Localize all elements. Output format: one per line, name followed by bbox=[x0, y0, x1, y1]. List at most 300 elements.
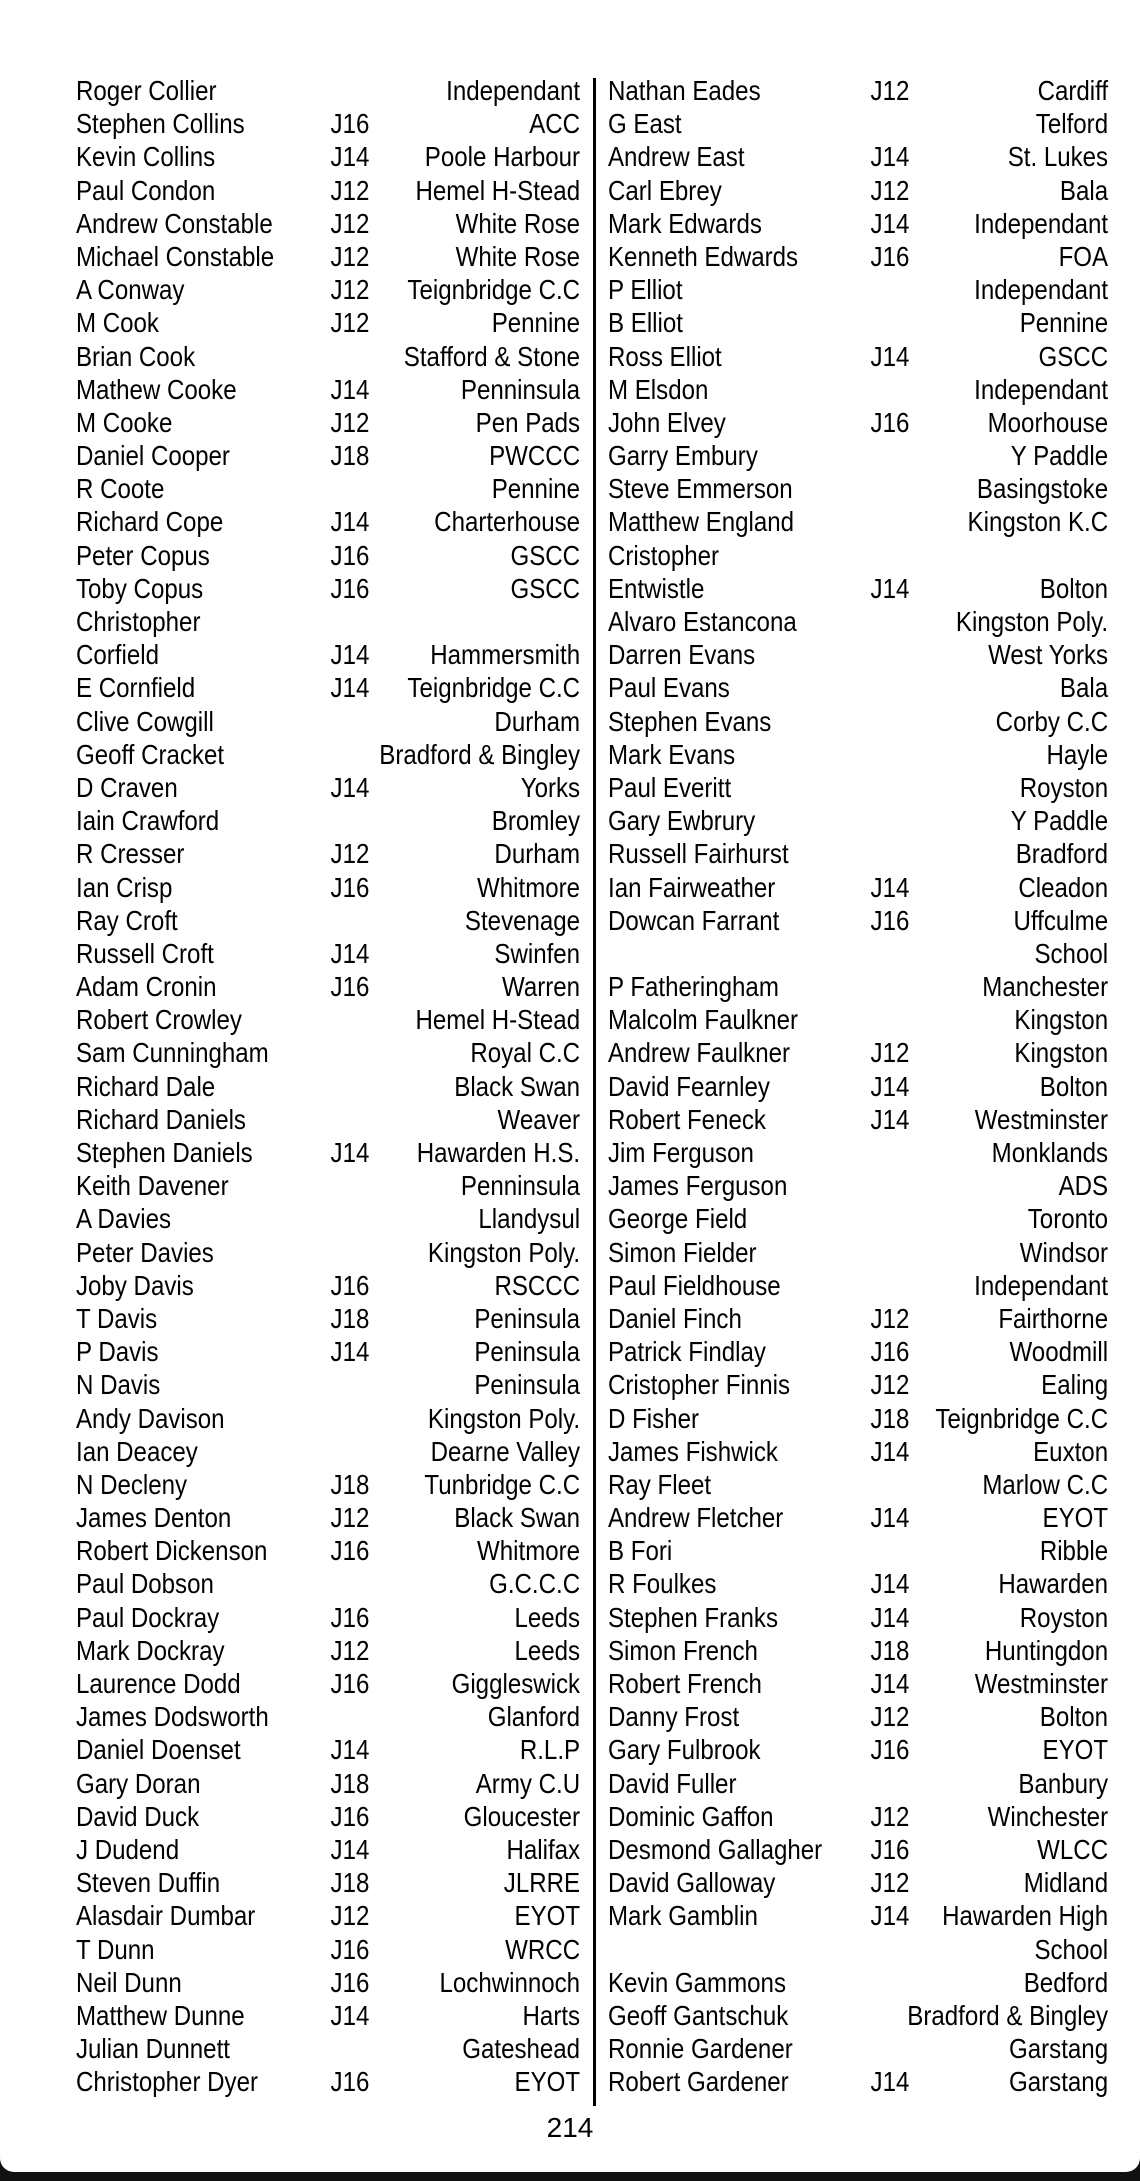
entry-name: David Fuller bbox=[608, 1767, 737, 1799]
entry-name: M Cooke bbox=[76, 406, 173, 438]
entry-name: Stephen Collins bbox=[76, 108, 245, 140]
entry-class: J16 bbox=[330, 1535, 370, 1567]
entry-row bbox=[608, 1899, 1108, 1932]
entry-row bbox=[608, 2032, 1108, 2065]
entry-club: Pennine bbox=[491, 473, 581, 505]
right-column bbox=[608, 74, 1108, 2098]
entry-name: Brian Cook bbox=[76, 340, 196, 372]
entry-name: Mark Evans bbox=[608, 738, 736, 770]
entry-row bbox=[608, 1202, 1108, 1235]
entry-class: J16 bbox=[870, 1833, 910, 1865]
entry-name: David Fearnley bbox=[608, 1070, 770, 1102]
entry-name: Steven Duffin bbox=[76, 1867, 221, 1899]
entry-row bbox=[76, 539, 580, 572]
entry-name: T Dunn bbox=[76, 1933, 155, 1965]
entry-row bbox=[76, 1667, 580, 1700]
entry-row bbox=[76, 1700, 580, 1733]
entry-row bbox=[608, 505, 1108, 538]
entry-row bbox=[608, 340, 1108, 373]
entry-row bbox=[608, 74, 1108, 107]
entry-class: J14 bbox=[330, 771, 370, 803]
entry-name: Michael Constable bbox=[76, 240, 275, 272]
entry-class: J14 bbox=[870, 141, 910, 173]
entry-name: Richard Cope bbox=[76, 506, 224, 538]
entry-club: Whitmore bbox=[477, 871, 581, 903]
entry-row bbox=[76, 1036, 580, 1069]
entry-club: GSCC bbox=[510, 572, 581, 604]
entry-name: Alvaro Estancona bbox=[608, 606, 797, 637]
entry-club: Pennine bbox=[491, 307, 581, 339]
entry-club: Bromley bbox=[491, 805, 581, 837]
entry-name: N Davis bbox=[76, 1369, 161, 1401]
entry-name: D Craven bbox=[76, 771, 178, 803]
entry-row bbox=[608, 207, 1108, 240]
entry-row bbox=[76, 671, 580, 704]
entry-class: J12 bbox=[330, 1502, 370, 1534]
entry-class: J14 bbox=[330, 1833, 370, 1865]
entry-name: Daniel Finch bbox=[608, 1302, 742, 1334]
entry-club: Hayle bbox=[1046, 738, 1109, 770]
entry-name: Andrew Faulkner bbox=[608, 1037, 791, 1069]
entry-row bbox=[608, 1236, 1108, 1269]
entry-class: J12 bbox=[330, 174, 370, 206]
entry-club: Uffculme bbox=[1013, 904, 1109, 936]
entry-row bbox=[608, 638, 1108, 671]
entry-row bbox=[608, 605, 1108, 638]
entry-club: Royston bbox=[1019, 771, 1109, 803]
entry-club: Westminster bbox=[974, 1668, 1109, 1699]
entry-row bbox=[76, 273, 580, 306]
entry-row bbox=[76, 1634, 580, 1667]
entry-row bbox=[608, 1767, 1108, 1800]
entry-club: Hammersmith bbox=[430, 639, 581, 671]
entry-club: Garstang bbox=[1009, 2066, 1109, 2098]
entry-name: Richard Daniels bbox=[76, 1103, 246, 1135]
entry-name: Corfield bbox=[76, 639, 159, 671]
entry-name: B Fori bbox=[608, 1535, 673, 1567]
entry-name: Stephen Evans bbox=[608, 705, 772, 737]
entry-name: Malcolm Faulkner bbox=[608, 1004, 799, 1036]
entry-class: J12 bbox=[330, 307, 370, 339]
entry-club: School bbox=[1034, 937, 1109, 969]
entry-row bbox=[608, 1567, 1108, 1600]
entry-row bbox=[608, 970, 1108, 1003]
entry-name: Ian Deacey bbox=[76, 1435, 198, 1467]
entry-row bbox=[608, 1966, 1108, 1999]
entry-name: Robert Crowley bbox=[76, 1004, 242, 1036]
entry-class: J18 bbox=[330, 1468, 370, 1500]
entry-club: WRCC bbox=[505, 1933, 581, 1965]
entry-club: Charterhouse bbox=[434, 506, 581, 538]
entry-club: Peninsula bbox=[474, 1369, 581, 1401]
entry-club: Ealing bbox=[1041, 1369, 1109, 1401]
entry-club: Euxton bbox=[1033, 1435, 1109, 1467]
entry-club: Kingston bbox=[1014, 1004, 1109, 1036]
entry-club: Teignbridge C.C bbox=[935, 1402, 1109, 1434]
entry-club: Cardiff bbox=[1037, 75, 1109, 106]
entry-row bbox=[608, 107, 1108, 140]
entry-name: David Galloway bbox=[608, 1867, 776, 1899]
entry-name: Toby Copus bbox=[76, 572, 204, 604]
entry-club: EYOT bbox=[1042, 1502, 1109, 1534]
entry-class: J16 bbox=[870, 1336, 910, 1368]
entry-name: Andrew East bbox=[608, 141, 745, 173]
entry-name: Geoff Cracket bbox=[76, 738, 225, 770]
entry-class: J18 bbox=[870, 1402, 910, 1434]
entry-club: Cleadon bbox=[1018, 871, 1109, 903]
entry-row bbox=[76, 472, 580, 505]
entry-row bbox=[76, 1601, 580, 1634]
entry-class: J14 bbox=[330, 672, 370, 704]
entry-name: Ronnie Gardener bbox=[608, 2033, 793, 2065]
entry-club: RSCCC bbox=[494, 1269, 581, 1301]
entry-row bbox=[76, 2032, 580, 2065]
entry-class: J14 bbox=[870, 572, 910, 604]
entry-club: Poole Harbour bbox=[424, 141, 581, 173]
entry-row bbox=[608, 1136, 1108, 1169]
entry-row bbox=[608, 140, 1108, 173]
entry-name: Geoff Gantschuk bbox=[608, 1999, 789, 2031]
entry-club: Gateshead bbox=[462, 2033, 581, 2065]
entry-club: St. Lukes bbox=[1007, 141, 1109, 173]
entry-name: Stephen Daniels bbox=[76, 1137, 253, 1168]
entry-club: Moorhouse bbox=[987, 406, 1109, 438]
entry-club: EYOT bbox=[1042, 1734, 1109, 1766]
entry-row bbox=[76, 638, 580, 671]
entry-club: Swinfen bbox=[494, 937, 581, 969]
entry-class: J12 bbox=[330, 274, 370, 306]
entry-row bbox=[76, 1966, 580, 1999]
entry-class: J16 bbox=[330, 572, 370, 604]
entry-club: Basingstoke bbox=[976, 473, 1109, 505]
entry-row bbox=[608, 1501, 1108, 1534]
entry-name: Ross Elliot bbox=[608, 340, 722, 372]
entry-name: E Cornfield bbox=[76, 672, 196, 704]
entry-club: Windsor bbox=[1019, 1236, 1109, 1268]
entry-club: Pennine bbox=[1019, 307, 1109, 339]
entry-row bbox=[608, 1667, 1108, 1700]
entry-row bbox=[608, 273, 1108, 306]
entry-row bbox=[608, 1468, 1108, 1501]
entry-club: R.L.P bbox=[519, 1734, 581, 1766]
entry-club: Kingston Poly. bbox=[955, 606, 1109, 637]
entry-club: Independant bbox=[974, 274, 1109, 306]
entry-name: James Dodsworth bbox=[76, 1701, 269, 1733]
entry-row bbox=[608, 937, 1108, 970]
entry-club: Teignbridge C.C bbox=[407, 672, 581, 704]
entry-club: Toronto bbox=[1027, 1203, 1109, 1235]
entry-name: Joby Davis bbox=[76, 1269, 194, 1301]
entry-club: Black Swan bbox=[454, 1070, 581, 1102]
entry-club: Kingston bbox=[1014, 1037, 1109, 1069]
entry-class: J16 bbox=[870, 240, 910, 272]
entry-name: Ian Fairweather bbox=[608, 871, 776, 903]
entry-row bbox=[76, 1202, 580, 1235]
entry-name: M Cook bbox=[76, 307, 159, 339]
entry-club: Independant bbox=[974, 207, 1109, 239]
entry-name: Kevin Collins bbox=[76, 141, 216, 173]
entry-name: Laurence Dodd bbox=[76, 1668, 241, 1699]
entry-class: J18 bbox=[330, 1302, 370, 1334]
entry-name: James Fishwick bbox=[608, 1435, 778, 1467]
entry-name: J Dudend bbox=[76, 1833, 180, 1865]
entry-class: J14 bbox=[330, 1734, 370, 1766]
entry-name: Alasdair Dumbar bbox=[76, 1900, 256, 1932]
entry-name: Dowcan Farrant bbox=[608, 904, 780, 936]
entry-class: J14 bbox=[330, 506, 370, 538]
entry-name: Julian Dunnett bbox=[76, 2033, 230, 2065]
entry-class: J12 bbox=[870, 1867, 910, 1899]
entry-row bbox=[608, 671, 1108, 704]
entry-club: GSCC bbox=[1038, 340, 1109, 372]
entry-row bbox=[608, 472, 1108, 505]
entry-row bbox=[76, 174, 580, 207]
entry-name: Daniel Cooper bbox=[76, 440, 230, 472]
entry-club: Y Paddle bbox=[1010, 805, 1109, 837]
entry-row bbox=[608, 439, 1108, 472]
entry-club: Tunbridge C.C bbox=[424, 1468, 581, 1500]
entry-club: Royal C.C bbox=[470, 1037, 581, 1069]
entry-club: Gloucester bbox=[463, 1800, 581, 1832]
entry-row bbox=[76, 1833, 580, 1866]
entry-club: Banbury bbox=[1018, 1767, 1109, 1799]
entry-row bbox=[608, 2065, 1108, 2098]
entry-name: R Cresser bbox=[76, 838, 185, 870]
entry-class: J18 bbox=[330, 440, 370, 472]
entry-class: J12 bbox=[870, 1302, 910, 1334]
entry-club: Hawarden H.S. bbox=[416, 1137, 581, 1168]
entry-club: Halifax bbox=[506, 1833, 581, 1865]
entry-club: School bbox=[1034, 1933, 1109, 1965]
entry-row bbox=[608, 1368, 1108, 1401]
entry-name: Paul Everitt bbox=[608, 771, 732, 803]
entry-name: P Davis bbox=[76, 1336, 159, 1368]
entry-club: Hawarden High bbox=[942, 1900, 1109, 1932]
entry-name: Robert French bbox=[608, 1668, 762, 1699]
entry-club: Bradford bbox=[1015, 838, 1109, 870]
entry-row bbox=[76, 904, 580, 937]
entry-class: J16 bbox=[330, 1933, 370, 1965]
entry-row bbox=[608, 1070, 1108, 1103]
entry-row bbox=[76, 1468, 580, 1501]
entry-name: Kenneth Edwards bbox=[608, 240, 799, 272]
entry-row bbox=[608, 1435, 1108, 1468]
entry-row bbox=[608, 1634, 1108, 1667]
entry-row bbox=[608, 804, 1108, 837]
entry-row bbox=[76, 439, 580, 472]
entry-class: J16 bbox=[870, 406, 910, 438]
entry-name: Gary Fulbrook bbox=[608, 1734, 761, 1766]
entry-name: Garry Embury bbox=[608, 440, 758, 472]
entry-club: Stafford & Stone bbox=[403, 340, 581, 372]
entry-class: J14 bbox=[330, 141, 370, 173]
entry-club: Yorks bbox=[520, 771, 581, 803]
entry-row bbox=[608, 1169, 1108, 1202]
entry-name: Stephen Franks bbox=[608, 1601, 778, 1633]
entry-row bbox=[608, 240, 1108, 273]
entry-club: Durham bbox=[494, 838, 581, 870]
entry-club: Independant bbox=[974, 373, 1109, 405]
entry-row bbox=[76, 605, 580, 638]
entry-row bbox=[76, 1435, 580, 1468]
entry-row bbox=[608, 771, 1108, 804]
entry-name: Gary Doran bbox=[76, 1767, 201, 1799]
entry-row bbox=[76, 1733, 580, 1766]
entry-club: FOA bbox=[1058, 240, 1109, 272]
entry-club: Ribble bbox=[1039, 1535, 1109, 1567]
entry-club: Army C.U bbox=[475, 1767, 581, 1799]
entry-club: Hemel H-Stead bbox=[415, 174, 581, 206]
entry-name: Matthew Dunne bbox=[76, 1999, 245, 2031]
entry-class: J16 bbox=[330, 1269, 370, 1301]
entry-row bbox=[76, 1402, 580, 1435]
entry-row bbox=[76, 406, 580, 439]
entry-club: Stevenage bbox=[464, 904, 581, 936]
entry-class: J14 bbox=[870, 1103, 910, 1135]
entry-row bbox=[76, 1302, 580, 1335]
entry-row bbox=[608, 306, 1108, 339]
entry-row bbox=[608, 1335, 1108, 1368]
entry-name: Simon French bbox=[608, 1634, 758, 1666]
entry-row bbox=[76, 1269, 580, 1302]
entry-club: Hemel H-Stead bbox=[415, 1004, 581, 1036]
entry-club: Weaver bbox=[497, 1103, 581, 1135]
entry-row bbox=[608, 1103, 1108, 1136]
entry-class: J14 bbox=[870, 1601, 910, 1633]
entry-club: WLCC bbox=[1037, 1833, 1109, 1865]
entry-club: Pen Pads bbox=[475, 406, 581, 438]
entry-class: J12 bbox=[330, 838, 370, 870]
entry-row bbox=[76, 2065, 580, 2098]
entry-class: J14 bbox=[870, 1070, 910, 1102]
entry-club: Independant bbox=[974, 1269, 1109, 1301]
entry-row bbox=[76, 340, 580, 373]
entry-name: Ian Crisp bbox=[76, 871, 173, 903]
entry-class: J16 bbox=[330, 2066, 370, 2098]
entry-club: Leeds bbox=[514, 1601, 581, 1633]
page-bottom-edge bbox=[0, 2172, 1140, 2181]
entry-class: J12 bbox=[870, 1701, 910, 1733]
entry-class: J14 bbox=[870, 1502, 910, 1534]
entry-name: P Fatheringham bbox=[608, 971, 779, 1003]
entry-club: Penninsula bbox=[460, 373, 581, 405]
entry-name: Andrew Fletcher bbox=[608, 1502, 784, 1534]
entry-row bbox=[76, 1003, 580, 1036]
entry-row bbox=[608, 1003, 1108, 1036]
entry-row bbox=[608, 1302, 1108, 1335]
entry-class: J14 bbox=[330, 1336, 370, 1368]
entry-class: J16 bbox=[330, 871, 370, 903]
entry-class: J12 bbox=[330, 207, 370, 239]
entry-name: Mark Gamblin bbox=[608, 1900, 758, 1932]
entry-club: Kingston K.C bbox=[967, 506, 1109, 538]
entry-club: Telford bbox=[1035, 108, 1109, 140]
entry-row bbox=[76, 705, 580, 738]
entry-club: Black Swan bbox=[454, 1502, 581, 1534]
entry-name: Neil Dunn bbox=[76, 1966, 182, 1998]
entry-name: Christopher bbox=[76, 606, 201, 637]
entry-row bbox=[76, 1070, 580, 1103]
entry-row bbox=[76, 837, 580, 870]
entry-name: Peter Davies bbox=[76, 1236, 214, 1268]
entry-class: J14 bbox=[330, 937, 370, 969]
entry-class: J16 bbox=[330, 539, 370, 571]
entry-club: Huntingdon bbox=[984, 1634, 1109, 1666]
entry-class: J12 bbox=[330, 1634, 370, 1666]
entry-name: N Decleny bbox=[76, 1468, 188, 1500]
entry-club: Midland bbox=[1023, 1867, 1109, 1899]
entry-name: Russell Croft bbox=[76, 937, 214, 969]
entry-row bbox=[608, 904, 1108, 937]
entry-name: R Foulkes bbox=[608, 1568, 717, 1600]
entry-class: J12 bbox=[870, 75, 910, 106]
entry-club: Dearne Valley bbox=[430, 1435, 581, 1467]
entry-club: JLRRE bbox=[503, 1867, 581, 1899]
entry-club: Kingston Poly. bbox=[427, 1402, 581, 1434]
entry-club: Bolton bbox=[1039, 1070, 1109, 1102]
entry-club: GSCC bbox=[510, 539, 581, 571]
entry-row bbox=[608, 373, 1108, 406]
entry-club: Marlow C.C bbox=[982, 1468, 1109, 1500]
entry-name: Daniel Doenset bbox=[76, 1734, 241, 1766]
entry-name: Jim Ferguson bbox=[608, 1137, 754, 1168]
entry-row bbox=[608, 539, 1108, 572]
entry-name: Danny Frost bbox=[608, 1701, 740, 1733]
entry-row bbox=[608, 1601, 1108, 1634]
entry-class: J14 bbox=[870, 1568, 910, 1600]
entry-name: Cristopher bbox=[608, 539, 720, 571]
entry-class: J14 bbox=[870, 1668, 910, 1699]
entry-name: Paul Dobson bbox=[76, 1568, 214, 1600]
entry-class: J18 bbox=[330, 1867, 370, 1899]
entry-row bbox=[608, 1534, 1108, 1567]
entry-name: Dominic Gaffon bbox=[608, 1800, 774, 1832]
entry-club: Bolton bbox=[1039, 1701, 1109, 1733]
entry-club: Royston bbox=[1019, 1601, 1109, 1633]
entry-name: Adam Cronin bbox=[76, 971, 217, 1003]
entry-name: Clive Cowgill bbox=[76, 705, 214, 737]
entry-name: Paul Condon bbox=[76, 174, 216, 206]
entry-name: Russell Fairhurst bbox=[608, 838, 789, 870]
entry-name: Christopher Dyer bbox=[76, 2066, 259, 2098]
entry-row bbox=[76, 771, 580, 804]
entry-name: Keith Davener bbox=[76, 1170, 229, 1202]
entry-club: Bradford & Bingley bbox=[379, 738, 581, 770]
entry-club: EYOT bbox=[514, 2066, 581, 2098]
entry-name: Robert Dickenson bbox=[76, 1535, 268, 1567]
entry-name: Carl Ebrey bbox=[608, 174, 722, 206]
entry-club: Glanford bbox=[487, 1701, 581, 1733]
entry-name: Paul Fieldhouse bbox=[608, 1269, 781, 1301]
entry-row bbox=[608, 1402, 1108, 1435]
entry-club: Leeds bbox=[514, 1634, 581, 1666]
entry-club: Garstang bbox=[1009, 2033, 1109, 2065]
entry-name: Iain Crawford bbox=[76, 805, 220, 837]
entry-name: James Ferguson bbox=[608, 1170, 788, 1202]
entry-name: Gary Ewbrury bbox=[608, 805, 756, 837]
entry-row bbox=[608, 1866, 1108, 1899]
entry-name: Andy Davison bbox=[76, 1402, 225, 1434]
left-column bbox=[76, 74, 580, 2098]
entry-name: Cristopher Finnis bbox=[608, 1369, 791, 1401]
entry-row bbox=[76, 1335, 580, 1368]
entry-row bbox=[76, 1866, 580, 1899]
entry-name: Kevin Gammons bbox=[608, 1966, 786, 1998]
entry-class: J14 bbox=[330, 639, 370, 671]
entry-row bbox=[608, 738, 1108, 771]
entry-row bbox=[76, 871, 580, 904]
entry-row bbox=[76, 1534, 580, 1567]
